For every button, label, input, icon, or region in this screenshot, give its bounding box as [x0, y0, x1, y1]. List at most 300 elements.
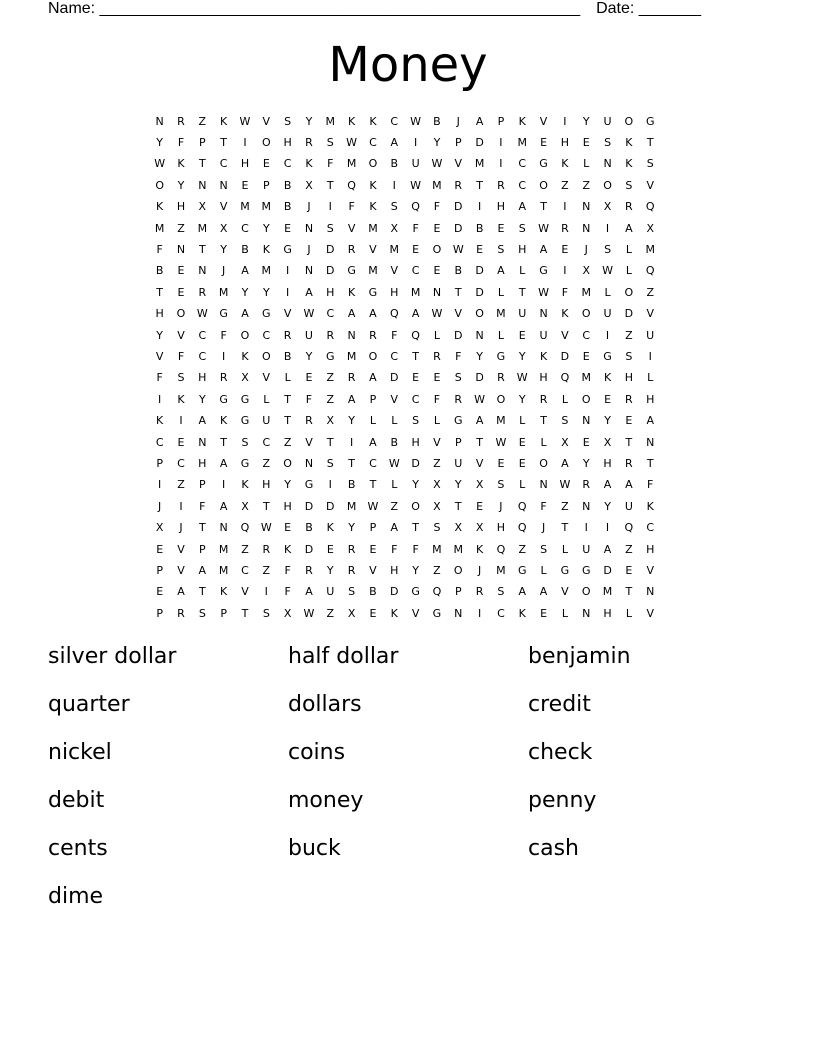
grid-letter[interactable]: S	[241, 435, 249, 449]
grid-letter[interactable]: I	[158, 392, 162, 406]
grid-letter[interactable]: S	[326, 456, 334, 470]
grid-letter[interactable]: A	[198, 563, 207, 577]
grid-letter[interactable]: F	[647, 478, 654, 492]
grid-letter[interactable]: C	[369, 136, 377, 150]
grid-letter[interactable]: A	[475, 114, 484, 128]
grid-letter[interactable]: O	[261, 349, 271, 363]
grid-letter[interactable]: W	[303, 606, 315, 620]
grid-letter[interactable]: X	[198, 200, 207, 214]
grid-letter[interactable]: C	[219, 157, 228, 171]
grid-letter[interactable]: K	[561, 157, 569, 171]
grid-letter[interactable]: R	[347, 563, 356, 577]
grid-letter[interactable]: B	[283, 349, 292, 363]
grid-letter[interactable]: K	[241, 478, 249, 492]
grid-letter[interactable]: F	[540, 499, 547, 513]
grid-letter[interactable]: A	[539, 243, 548, 257]
grid-letter[interactable]: G	[240, 414, 250, 428]
grid-letter[interactable]: L	[647, 371, 654, 385]
grid-letter[interactable]: G	[560, 563, 570, 577]
grid-letter[interactable]: E	[625, 414, 633, 428]
grid-letter[interactable]: B	[475, 221, 484, 235]
grid-letter[interactable]: S	[390, 200, 398, 214]
grid-letter[interactable]: Y	[518, 349, 526, 363]
grid-letter[interactable]: M	[368, 264, 378, 278]
grid-letter[interactable]: F	[284, 585, 291, 599]
grid-letter[interactable]: N	[155, 114, 164, 128]
grid-letter[interactable]: K	[156, 200, 164, 214]
grid-letter[interactable]: R	[582, 478, 591, 492]
grid-letter[interactable]: Y	[156, 328, 164, 342]
grid-letter[interactable]: T	[156, 285, 164, 299]
grid-letter[interactable]: R	[283, 328, 292, 342]
grid-letter[interactable]: L	[625, 264, 632, 278]
grid-letter[interactable]: M	[346, 349, 357, 363]
grid-letter[interactable]: L	[519, 478, 526, 492]
grid-letter[interactable]: L	[497, 285, 504, 299]
grid-letter[interactable]: P	[199, 136, 206, 150]
grid-letter[interactable]: V	[219, 200, 228, 214]
grid-letter[interactable]: E	[369, 542, 377, 556]
grid-letter[interactable]: R	[475, 585, 484, 599]
grid-letter[interactable]: Z	[582, 178, 590, 192]
grid-letter[interactable]: R	[326, 328, 335, 342]
grid-letter[interactable]: G	[581, 563, 591, 577]
grid-letter[interactable]: Q	[240, 521, 250, 535]
grid-letter[interactable]: I	[179, 414, 183, 428]
grid-letter[interactable]: E	[582, 136, 590, 150]
grid-letter[interactable]: B	[283, 200, 292, 214]
grid-letter[interactable]: P	[369, 521, 377, 535]
grid-letter[interactable]: A	[305, 585, 313, 599]
grid-letter[interactable]: O	[368, 349, 378, 363]
grid-letter[interactable]: K	[220, 114, 228, 128]
grid-letter[interactable]: U	[539, 328, 548, 342]
grid-letter[interactable]: C	[411, 392, 420, 406]
grid-letter[interactable]: I	[158, 478, 162, 492]
grid-letter[interactable]: X	[241, 499, 249, 513]
grid-letter[interactable]: T	[220, 435, 228, 449]
grid-letter[interactable]: U	[582, 542, 591, 556]
grid-letter[interactable]: L	[561, 542, 568, 556]
grid-letter[interactable]: Z	[561, 178, 569, 192]
grid-letter[interactable]: F	[412, 542, 419, 556]
grid-letter[interactable]: Z	[241, 542, 249, 556]
grid-letter[interactable]: M	[154, 221, 165, 235]
grid-letter[interactable]: C	[582, 328, 591, 342]
grid-letter[interactable]: S	[646, 157, 654, 171]
grid-letter[interactable]: I	[648, 349, 652, 363]
grid-letter[interactable]: D	[326, 243, 335, 257]
grid-letter[interactable]: S	[326, 136, 334, 150]
grid-letter[interactable]: E	[284, 221, 292, 235]
grid-letter[interactable]: K	[369, 178, 377, 192]
grid-letter[interactable]: J	[584, 243, 588, 257]
grid-letter[interactable]: G	[368, 285, 378, 299]
grid-letter[interactable]: V	[305, 435, 313, 449]
grid-letter[interactable]: P	[199, 542, 206, 556]
date-field[interactable]: Date: _______	[596, 0, 702, 17]
grid-letter[interactable]: P	[156, 606, 163, 620]
grid-letter[interactable]: B	[390, 435, 399, 449]
grid-letter[interactable]: Z	[433, 563, 441, 577]
grid-letter[interactable]: C	[177, 456, 185, 470]
grid-letter[interactable]: E	[561, 243, 569, 257]
grid-letter[interactable]: L	[391, 414, 398, 428]
grid-letter[interactable]: U	[411, 157, 420, 171]
grid-letter[interactable]: J	[179, 521, 183, 535]
grid-letter[interactable]: A	[603, 542, 612, 556]
grid-letter[interactable]: O	[453, 563, 463, 577]
grid-letter[interactable]: C	[326, 307, 335, 321]
grid-letter[interactable]: K	[625, 157, 633, 171]
grid-letter[interactable]: I	[499, 157, 503, 171]
grid-letter[interactable]: T	[625, 585, 633, 599]
grid-letter[interactable]: G	[539, 157, 548, 171]
grid-letter[interactable]: Y	[220, 243, 228, 257]
grid-letter[interactable]: E	[156, 542, 164, 556]
grid-letter[interactable]: K	[284, 542, 292, 556]
grid-letter[interactable]: M	[218, 285, 229, 299]
grid-letter[interactable]: A	[625, 478, 633, 492]
grid-letter[interactable]: Q	[624, 521, 634, 535]
grid-letter[interactable]: N	[646, 435, 655, 449]
grid-letter[interactable]: N	[646, 585, 655, 599]
grid-letter[interactable]: W	[431, 307, 443, 321]
grid-letter[interactable]: A	[518, 200, 526, 214]
grid-letter[interactable]: I	[563, 200, 567, 214]
grid-letter[interactable]: W	[410, 114, 422, 128]
grid-letter[interactable]: S	[412, 414, 420, 428]
grid-letter[interactable]: P	[454, 136, 462, 150]
grid-letter[interactable]: G	[326, 349, 335, 363]
grid-letter[interactable]: S	[198, 606, 206, 620]
grid-letter[interactable]: E	[518, 456, 526, 470]
grid-letter[interactable]: Y	[412, 478, 419, 492]
grid-letter[interactable]: I	[563, 114, 567, 128]
grid-letter[interactable]: L	[540, 435, 547, 449]
grid-letter[interactable]: L	[263, 392, 270, 406]
grid-letter[interactable]: G	[411, 585, 420, 599]
grid-letter[interactable]: H	[390, 563, 399, 577]
grid-letter[interactable]: U	[304, 328, 313, 342]
grid-letter[interactable]: I	[328, 200, 332, 214]
grid-letter[interactable]: D	[304, 542, 314, 556]
grid-letter[interactable]: E	[241, 178, 249, 192]
grid-letter[interactable]: V	[646, 307, 654, 321]
grid-letter[interactable]: Q	[347, 178, 356, 192]
grid-letter[interactable]: V	[561, 328, 569, 342]
grid-letter[interactable]: H	[326, 285, 335, 299]
grid-letter[interactable]: Y	[518, 392, 526, 406]
grid-letter[interactable]: W	[196, 307, 208, 321]
grid-letter[interactable]: Y	[177, 178, 185, 192]
grid-letter[interactable]: D	[454, 200, 463, 214]
grid-letter[interactable]: L	[625, 606, 632, 620]
grid-letter[interactable]: N	[475, 328, 484, 342]
grid-letter[interactable]: R	[539, 392, 548, 406]
grid-letter[interactable]: O	[432, 243, 442, 257]
grid-letter[interactable]: T	[454, 499, 462, 513]
grid-letter[interactable]: E	[540, 606, 548, 620]
grid-letter[interactable]: V	[177, 563, 185, 577]
grid-letter[interactable]: D	[304, 499, 314, 513]
grid-letter[interactable]: T	[198, 521, 206, 535]
grid-letter[interactable]: T	[326, 435, 334, 449]
grid-letter[interactable]: Q	[432, 585, 442, 599]
grid-letter[interactable]: S	[433, 521, 441, 535]
grid-letter[interactable]: Z	[646, 285, 654, 299]
grid-letter[interactable]: A	[539, 585, 548, 599]
grid-letter[interactable]: T	[284, 414, 291, 428]
grid-letter[interactable]: A	[646, 414, 654, 428]
grid-letter[interactable]: S	[625, 178, 633, 192]
grid-letter[interactable]: V	[283, 307, 292, 321]
grid-letter[interactable]: O	[539, 178, 548, 192]
grid-letter[interactable]: H	[603, 606, 612, 620]
grid-letter[interactable]: H	[155, 307, 164, 321]
grid-letter[interactable]: O	[283, 456, 292, 470]
grid-letter[interactable]: S	[561, 414, 569, 428]
grid-letter[interactable]: H	[560, 136, 570, 150]
grid-letter[interactable]: E	[604, 392, 612, 406]
grid-letter[interactable]: B	[390, 157, 399, 171]
grid-letter[interactable]: M	[197, 221, 208, 235]
grid-letter[interactable]: W	[538, 285, 550, 299]
grid-letter[interactable]: W	[346, 136, 358, 150]
grid-letter[interactable]: F	[156, 371, 163, 385]
grid-letter[interactable]: X	[305, 178, 313, 192]
grid-letter[interactable]: C	[390, 114, 399, 128]
grid-letter[interactable]: Y	[156, 136, 164, 150]
grid-letter[interactable]: K	[177, 157, 185, 171]
grid-letter[interactable]: K	[390, 606, 398, 620]
grid-letter[interactable]: Z	[561, 499, 569, 513]
grid-letter[interactable]: X	[561, 435, 569, 449]
grid-letter[interactable]: W	[495, 435, 507, 449]
grid-letter[interactable]: T	[646, 136, 654, 150]
grid-letter[interactable]: S	[540, 542, 548, 556]
grid-letter[interactable]: M	[218, 563, 229, 577]
grid-letter[interactable]: M	[496, 563, 506, 577]
grid-letter[interactable]: M	[496, 307, 506, 321]
grid-letter[interactable]: L	[540, 563, 547, 577]
grid-letter[interactable]: A	[198, 414, 207, 428]
grid-letter[interactable]: I	[349, 435, 354, 449]
grid-letter[interactable]: H	[646, 542, 655, 556]
grid-letter[interactable]: Y	[241, 285, 249, 299]
grid-letter[interactable]: C	[262, 435, 271, 449]
grid-letter[interactable]: V	[262, 371, 271, 385]
grid-letter[interactable]: I	[222, 349, 226, 363]
grid-letter[interactable]: F	[561, 285, 569, 299]
grid-letter[interactable]: A	[518, 585, 526, 599]
grid-letter[interactable]: M	[240, 200, 250, 214]
grid-letter[interactable]: Z	[625, 542, 633, 556]
grid-letter[interactable]: E	[369, 606, 377, 620]
grid-letter[interactable]: C	[283, 157, 292, 171]
grid-letter[interactable]: J	[307, 200, 311, 214]
grid-letter[interactable]: R	[347, 542, 356, 556]
grid-letter[interactable]: T	[326, 178, 334, 192]
grid-letter[interactable]: I	[179, 499, 183, 513]
grid-letter[interactable]: X	[390, 221, 399, 235]
grid-letter[interactable]: N	[304, 264, 314, 278]
grid-letter[interactable]: L	[519, 264, 526, 278]
grid-letter[interactable]: T	[241, 606, 249, 620]
grid-letter[interactable]: Y	[412, 563, 419, 577]
grid-letter[interactable]: E	[476, 243, 484, 257]
grid-letter[interactable]: H	[176, 200, 186, 214]
grid-letter[interactable]: O	[624, 114, 634, 128]
grid-letter[interactable]: R	[497, 371, 505, 385]
grid-letter[interactable]: O	[624, 285, 634, 299]
grid-letter[interactable]: E	[497, 456, 505, 470]
grid-letter[interactable]: W	[452, 243, 464, 257]
grid-letter[interactable]: V	[369, 563, 377, 577]
grid-letter[interactable]: V	[155, 349, 164, 363]
grid-letter[interactable]: I	[243, 136, 247, 150]
grid-letter[interactable]: R	[625, 392, 633, 406]
grid-letter[interactable]: S	[348, 585, 356, 599]
grid-letter[interactable]: Z	[177, 478, 185, 492]
grid-letter[interactable]: M	[496, 414, 506, 428]
grid-letter[interactable]: D	[411, 456, 420, 470]
grid-letter[interactable]: N	[432, 285, 442, 299]
grid-letter[interactable]: R	[305, 136, 313, 150]
grid-letter[interactable]: K	[156, 414, 164, 428]
grid-letter[interactable]: M	[346, 499, 357, 513]
grid-letter[interactable]: X	[347, 606, 356, 620]
grid-letter[interactable]: V	[433, 435, 441, 449]
grid-letter[interactable]: V	[646, 606, 654, 620]
grid-letter[interactable]: V	[262, 114, 271, 128]
grid-letter[interactable]: A	[475, 414, 484, 428]
grid-letter[interactable]: A	[561, 456, 569, 470]
grid-letter[interactable]: N	[582, 200, 591, 214]
grid-letter[interactable]: O	[581, 585, 591, 599]
grid-letter[interactable]: F	[433, 392, 441, 406]
grid-letter[interactable]: M	[581, 285, 591, 299]
grid-letter[interactable]: Y	[305, 114, 313, 128]
grid-letter[interactable]: G	[262, 307, 271, 321]
grid-letter[interactable]: B	[433, 114, 441, 128]
grid-letter[interactable]: X	[433, 478, 441, 492]
grid-letter[interactable]: N	[582, 414, 591, 428]
grid-letter[interactable]: A	[347, 392, 356, 406]
grid-letter[interactable]: Z	[390, 499, 399, 513]
grid-letter[interactable]: R	[305, 414, 313, 428]
grid-letter[interactable]: W	[410, 178, 422, 192]
grid-letter[interactable]: V	[475, 456, 484, 470]
grid-letter[interactable]: L	[369, 414, 377, 428]
grid-letter[interactable]: Q	[645, 200, 655, 214]
grid-letter[interactable]: X	[283, 606, 292, 620]
grid-letter[interactable]: M	[517, 136, 527, 150]
grid-letter[interactable]: S	[625, 349, 633, 363]
grid-letter[interactable]: T	[625, 435, 633, 449]
grid-letter[interactable]: C	[241, 221, 249, 235]
grid-letter[interactable]: O	[581, 392, 591, 406]
grid-letter[interactable]: P	[199, 478, 206, 492]
grid-letter[interactable]: N	[582, 221, 591, 235]
grid-letter[interactable]: F	[220, 328, 227, 342]
grid-letter[interactable]: S	[454, 371, 462, 385]
grid-letter[interactable]: H	[646, 392, 655, 406]
grid-letter[interactable]: B	[283, 178, 292, 192]
grid-letter[interactable]: S	[497, 243, 505, 257]
grid-letter[interactable]: J	[477, 563, 482, 577]
grid-letter[interactable]: Y	[582, 114, 590, 128]
grid-letter[interactable]: W	[260, 521, 272, 535]
grid-letter[interactable]: J	[499, 499, 503, 513]
grid-letter[interactable]: G	[240, 392, 250, 406]
grid-letter[interactable]: R	[454, 178, 463, 192]
grid-letter[interactable]: G	[240, 456, 250, 470]
grid-letter[interactable]: D	[326, 499, 335, 513]
grid-letter[interactable]: W	[559, 478, 571, 492]
grid-letter[interactable]: A	[497, 264, 505, 278]
grid-letter[interactable]: M	[261, 200, 272, 214]
grid-letter[interactable]: O	[581, 307, 591, 321]
grid-letter[interactable]: Q	[496, 542, 506, 556]
grid-letter[interactable]: X	[646, 221, 654, 235]
grid-letter[interactable]: V	[561, 585, 569, 599]
grid-letter[interactable]: M	[432, 178, 442, 192]
grid-letter[interactable]: V	[411, 606, 420, 620]
grid-letter[interactable]: U	[262, 414, 271, 428]
grid-letter[interactable]: N	[198, 178, 207, 192]
grid-letter[interactable]: H	[198, 456, 207, 470]
grid-letter[interactable]: R	[347, 371, 356, 385]
grid-letter[interactable]: I	[264, 585, 268, 599]
grid-letter[interactable]: H	[603, 456, 612, 470]
grid-letter[interactable]: T	[412, 349, 419, 363]
grid-letter[interactable]: V	[454, 157, 463, 171]
grid-letter[interactable]: T	[369, 478, 377, 492]
grid-letter[interactable]: V	[177, 328, 185, 342]
grid-letter[interactable]: Y	[476, 349, 483, 363]
grid-letter[interactable]: E	[262, 157, 270, 171]
grid-letter[interactable]: A	[369, 435, 377, 449]
grid-letter[interactable]: V	[347, 221, 356, 235]
grid-letter[interactable]: V	[241, 585, 249, 599]
grid-letter[interactable]: K	[603, 371, 612, 385]
grid-letter[interactable]: M	[389, 243, 400, 257]
grid-letter[interactable]: W	[431, 157, 443, 171]
grid-letter[interactable]: T	[412, 521, 419, 535]
grid-letter[interactable]: K	[518, 606, 526, 620]
grid-letter[interactable]: Q	[645, 264, 655, 278]
grid-letter[interactable]: C	[198, 349, 207, 363]
grid-letter[interactable]: S	[177, 371, 185, 385]
grid-letter[interactable]: M	[645, 243, 655, 257]
grid-letter[interactable]: N	[219, 521, 228, 535]
grid-letter[interactable]: Z	[326, 606, 335, 620]
grid-letter[interactable]: F	[455, 349, 462, 363]
grid-letter[interactable]: T	[284, 392, 291, 406]
grid-letter[interactable]: I	[392, 178, 396, 192]
grid-letter[interactable]: L	[583, 157, 590, 171]
grid-letter[interactable]: A	[411, 307, 420, 321]
grid-letter[interactable]: K	[625, 136, 633, 150]
grid-letter[interactable]: L	[391, 478, 398, 492]
grid-letter[interactable]: T	[540, 200, 547, 214]
grid-letter[interactable]: X	[433, 499, 441, 513]
grid-letter[interactable]: E	[412, 371, 420, 385]
grid-letter[interactable]: K	[475, 542, 484, 556]
grid-letter[interactable]: P	[454, 585, 462, 599]
grid-letter[interactable]: F	[412, 221, 419, 235]
